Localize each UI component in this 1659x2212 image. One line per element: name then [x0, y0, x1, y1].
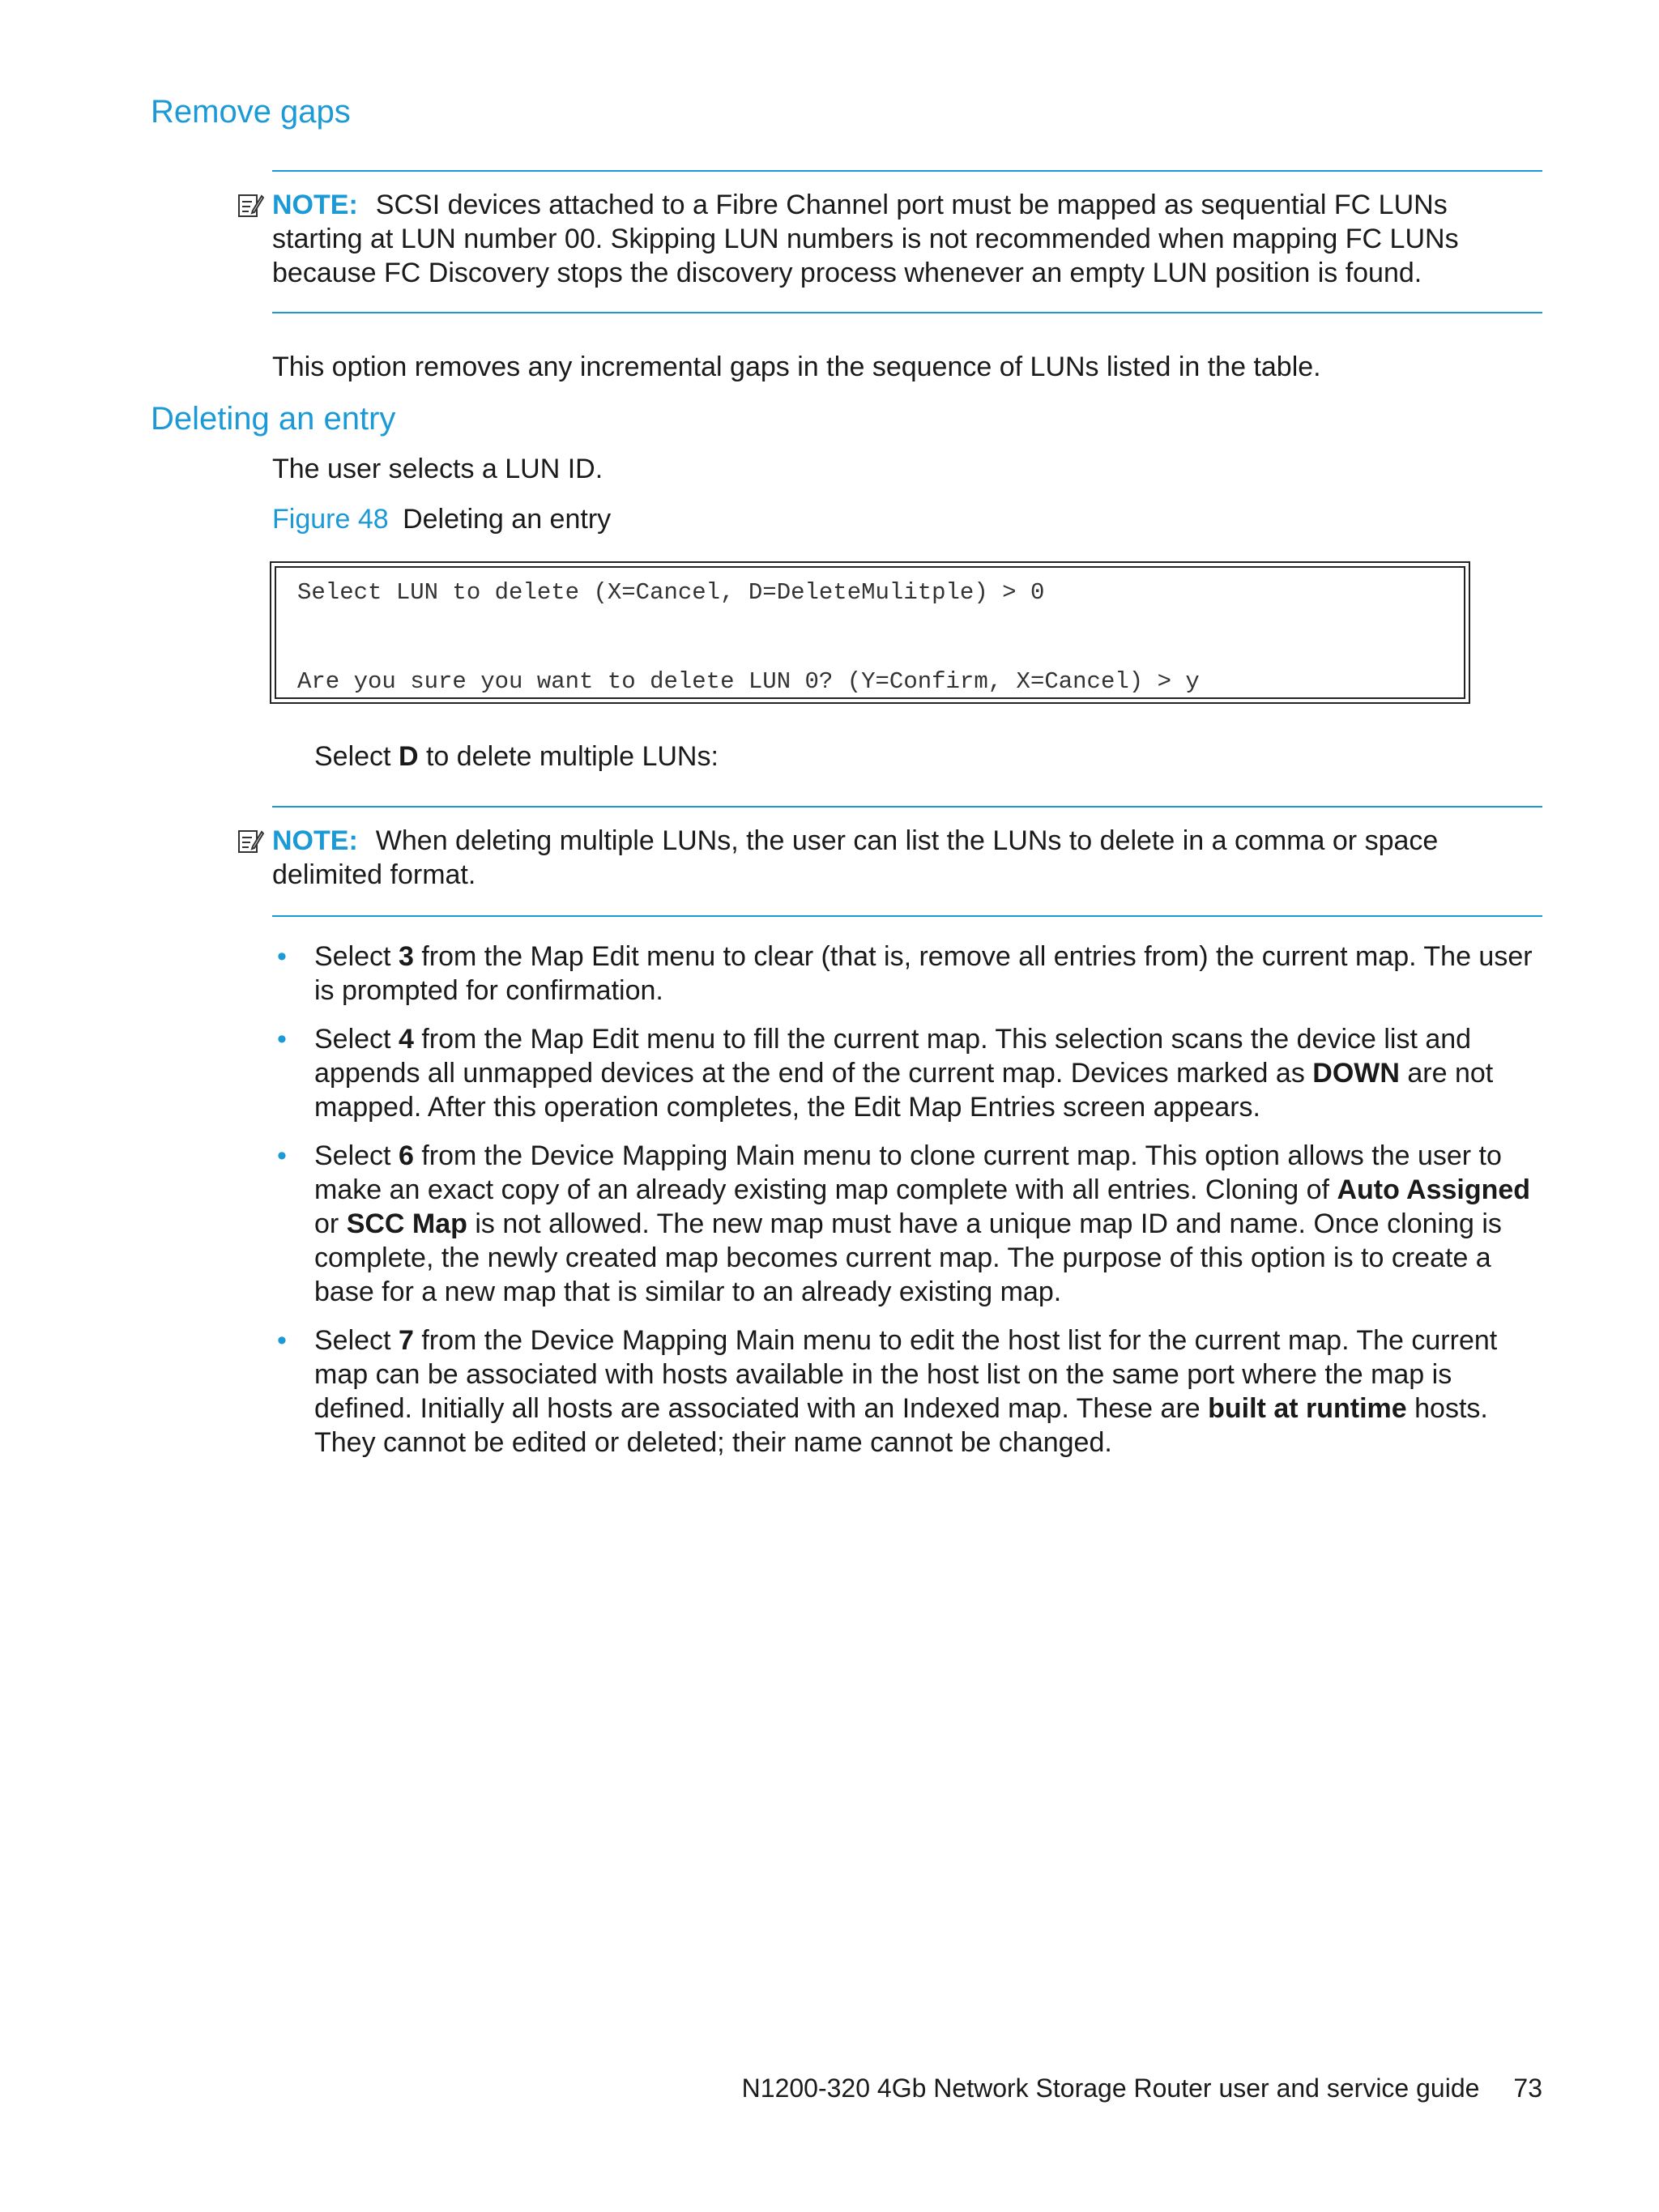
text-run: from the Device Mapping Main menu to clone current map. This option allows the user to make an exact copy of an already existing map complete with all entries. Cloning of — [314, 1140, 1502, 1205]
bullet-dot: • — [277, 1024, 287, 1055]
text-run: Select — [314, 1325, 399, 1356]
text-run: hosts. They cannot be edited or deleted; their name cannot be changed. — [314, 1393, 1488, 1458]
text-run: Select — [314, 741, 399, 772]
note-text: SCSI devices attached to a Fibre Channel port must be mapped as sequential FC LUNs starting at LUN number 00. Skipping LUN numbers is not recommended when mapping FC LUNs because FC Discovery stops the discovery process whenever an empty LUN position is found. — [272, 190, 1459, 288]
bold-key: 6 — [398, 1140, 414, 1171]
text-run: is not allowed. The new map must have a unique map ID and name. Once cloning is complete, the newly created map becomes current map. The purpose of this option is to create a base for a new map that is similar to an already existing map. — [314, 1208, 1502, 1307]
text-run: from the Map Edit menu to fill the current map. This selection scans the device list and appends all unmapped devices at the end of the current map. Devices marked as — [314, 1024, 1472, 1089]
figure-caption — [272, 502, 611, 536]
bullet-dot: • — [277, 1325, 287, 1356]
note-bottom-rule — [272, 312, 1542, 313]
note-bottom-rule — [272, 915, 1542, 917]
terminal-line: Are you sure you want to delete LUN 0? (Y=Confirm, X=Cancel) > y — [297, 668, 1200, 695]
paragraph-select-d — [314, 739, 719, 774]
bullet-dot: • — [277, 1140, 287, 1171]
list-item — [277, 1022, 1546, 1124]
list-item — [277, 940, 1546, 1008]
page-footer — [742, 2073, 1542, 2103]
terminal-screen-inner — [275, 566, 1465, 699]
note-deleting-multiple — [272, 824, 1542, 892]
figure-title: Deleting an entry — [403, 504, 612, 535]
list-item — [277, 1323, 1546, 1460]
text-run: are not mapped. After this operation completes, the Edit Map Entries screen appears. — [314, 1058, 1494, 1123]
section-heading-remove-gaps: Remove gaps — [151, 94, 351, 130]
text-run: from the Device Mapping Main menu to edit the host list for the current map. The current map can be associated with hosts available in the host list on the same port where the map is defined. Initially all hosts are associated with an Indexed map. These are — [314, 1325, 1498, 1424]
text-run: to delete multiple LUNs: — [418, 741, 719, 772]
text-run: or — [314, 1208, 347, 1239]
paragraph-user-selects: The user selects a LUN ID. — [272, 454, 603, 484]
footer-title: N1200-320 4Gb Network Storage Router user and service guide — [741, 2073, 1480, 2103]
terminal-line: Select LUN to delete (X=Cancel, D=DeleteMulitple) > 0 — [297, 579, 1045, 606]
bullet-list — [277, 940, 1546, 1474]
text-run: Select — [314, 1024, 399, 1055]
bold-term: Auto Assigned — [1337, 1174, 1531, 1205]
note-label: NOTE: — [272, 190, 358, 220]
bold-term: DOWN — [1312, 1058, 1400, 1089]
note-top-rule — [272, 170, 1542, 172]
bullet-dot: • — [277, 941, 287, 972]
text-run: Select — [314, 1140, 399, 1171]
bold-key: 7 — [398, 1325, 414, 1356]
figure-label: Figure 48 — [272, 504, 389, 535]
terminal-screen-figure — [270, 561, 1470, 704]
bold-key: 3 — [398, 941, 414, 972]
text-run: Select — [314, 941, 399, 972]
note-pencil-icon — [237, 827, 264, 855]
bold-term: SCC Map — [346, 1208, 467, 1239]
note-remove-gaps — [272, 188, 1542, 290]
page-number: 73 — [1513, 2073, 1542, 2103]
note-text: When deleting multiple LUNs, the user can list the LUNs to delete in a comma or space delimited format. — [272, 825, 1439, 890]
bold-term: built at runtime — [1208, 1393, 1407, 1424]
section-heading-deleting-entry: Deleting an entry — [151, 401, 396, 437]
note-label: NOTE: — [272, 825, 358, 856]
note-pencil-icon — [237, 191, 264, 219]
list-item — [277, 1139, 1546, 1309]
paragraph-remove-gaps: This option removes any incremental gaps in the sequence of LUNs listed in the table. — [272, 352, 1321, 382]
bold-key: D — [398, 741, 419, 772]
note-top-rule — [272, 806, 1542, 808]
text-run: from the Map Edit menu to clear (that is, remove all entries from) the current map. The user is prompted for confirmation. — [314, 941, 1533, 1006]
bold-key: 4 — [398, 1024, 414, 1055]
